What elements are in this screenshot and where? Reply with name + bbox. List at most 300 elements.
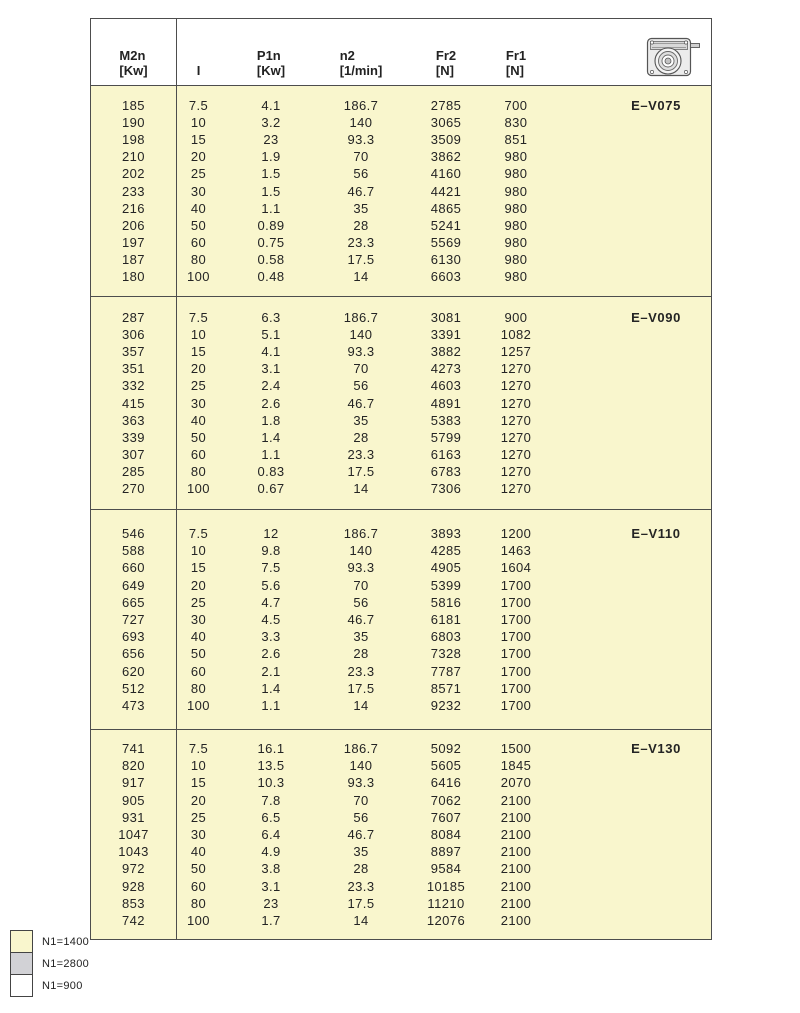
col-header-n2-line1: n2: [339, 48, 355, 63]
table-cell: 5.6: [261, 577, 281, 593]
table-cell: 60: [190, 663, 207, 679]
table-cell: 16.1: [257, 741, 285, 757]
table-cell: 741: [122, 741, 145, 757]
table-row: [91, 877, 711, 894]
table-cell: 46.7: [347, 395, 375, 411]
table-cell: 2.6: [261, 646, 281, 662]
table-cell: 100: [187, 697, 210, 713]
table-cell: 40: [190, 629, 207, 645]
table-cell: 853: [122, 895, 145, 911]
table-cell: 4603: [430, 378, 462, 394]
table-cell: 1270: [500, 378, 532, 394]
table-cell: 198: [122, 131, 145, 147]
table-row: [91, 809, 711, 826]
table-cell: 2100: [500, 861, 532, 877]
table-cell: 4.7: [261, 594, 281, 610]
table-cell: 851: [504, 131, 528, 147]
table-row: [91, 412, 711, 429]
table-row: [91, 343, 711, 360]
table-cell: 210: [122, 149, 145, 165]
table-cell: 512: [122, 680, 145, 696]
table-cell: 5241: [430, 217, 462, 233]
table-cell: 140: [349, 326, 373, 342]
table-row: [91, 182, 711, 199]
table-cell: 980: [504, 235, 528, 251]
table-cell: 1270: [500, 447, 532, 463]
table-row: [91, 429, 711, 446]
table-cell: 23.3: [347, 878, 375, 894]
legend-swatch-white: [10, 974, 33, 997]
table-cell: 473: [122, 697, 145, 713]
table-cell: 46.7: [347, 612, 375, 627]
table-cell: 5605: [430, 758, 462, 774]
table-row: [91, 463, 711, 480]
table-row: [91, 251, 711, 268]
table-cell: 40: [190, 412, 207, 428]
legend-label: N1=2800: [42, 957, 90, 970]
table-cell: 9232: [430, 697, 462, 713]
table-cell: 1700: [500, 629, 532, 645]
table-cell: 363: [122, 412, 145, 428]
table-cell: 14: [353, 269, 369, 285]
table-header-row: [91, 19, 711, 86]
table-cell: 20: [190, 792, 207, 808]
col-header-m2n-line1: M2n: [119, 48, 146, 63]
table-cell: 8571: [430, 680, 462, 696]
table-cell: 980: [504, 200, 528, 216]
table-cell: 5569: [430, 235, 462, 251]
table-cell: 11210: [427, 895, 465, 911]
table-row: [91, 792, 711, 809]
table-cell: 28: [353, 861, 369, 877]
table-cell: 140: [349, 114, 373, 130]
table-row: [91, 446, 711, 463]
table-cell: 20: [190, 149, 207, 165]
table-cell: 50: [190, 217, 207, 233]
table-cell: 7.5: [188, 526, 209, 542]
table-cell: 23.3: [347, 663, 375, 679]
table-cell: 2070: [500, 775, 532, 791]
legend-label: N1=1400: [42, 935, 90, 948]
table-row: [91, 912, 711, 929]
table-row: [91, 360, 711, 377]
table-cell: 46.7: [347, 827, 375, 842]
table-cell: 1.5: [261, 166, 281, 182]
column-divider-line: [176, 19, 177, 939]
table-cell: 4865: [430, 200, 462, 216]
table-cell: 5.1: [261, 326, 281, 342]
table-cell: 23: [263, 895, 279, 911]
table-cell: 10.3: [257, 775, 285, 791]
col-header-n2-line2: [1/min]: [339, 63, 383, 78]
table-cell: 186.7: [343, 741, 379, 757]
table-cell: 1.1: [261, 447, 281, 463]
table-cell: 206: [122, 217, 145, 233]
table-cell: 307: [122, 447, 145, 463]
table-cell: 2100: [500, 878, 532, 894]
table-cell: 25: [190, 809, 207, 825]
col-header-ratio-line1: I: [196, 63, 201, 78]
table-cell: 357: [122, 343, 145, 359]
table-cell: 70: [353, 577, 369, 593]
table-cell: 2100: [500, 895, 532, 911]
table-cell: 980: [504, 183, 528, 199]
col-header-p1n-line1: P1n: [256, 48, 281, 63]
table-cell: 1604: [500, 560, 532, 576]
table-cell: 415: [122, 395, 145, 411]
table-cell: 14: [353, 697, 369, 713]
table-cell: 20: [190, 577, 207, 593]
table-cell: 4285: [430, 543, 462, 559]
table-cell: 742: [122, 912, 145, 928]
table-row: [91, 308, 711, 325]
table-cell: 7328: [430, 646, 462, 662]
table-row: [91, 594, 711, 611]
table-cell: 6.4: [261, 827, 281, 842]
col-header-fr2: [401, 48, 491, 85]
table-cell: 40: [190, 200, 207, 216]
table-row: [91, 774, 711, 791]
table-cell: 1257: [500, 343, 532, 359]
legend-swatch-yellow: [10, 930, 33, 953]
table-cell: 2100: [500, 827, 532, 842]
table-cell: 6416: [430, 775, 462, 791]
table-row: [91, 843, 711, 860]
table-cell: 1.7: [261, 912, 281, 928]
table-cell: 900: [504, 309, 528, 325]
table-cell: 17.5: [347, 464, 375, 480]
table-cell: 3882: [430, 343, 462, 359]
table-cell: 1.4: [261, 429, 281, 445]
table-cell: 1200: [500, 526, 532, 542]
table-cell: 13.5: [257, 758, 285, 774]
table-cell: 588: [122, 543, 145, 559]
table-cell: 80: [190, 464, 207, 480]
table-cell: 306: [122, 326, 145, 342]
table-group-ev130: [91, 729, 711, 939]
table-cell: 25: [190, 166, 207, 182]
table-cell: 7607: [430, 809, 462, 825]
table-cell: 3862: [430, 149, 462, 165]
legend-item-n1-2800: [10, 952, 89, 975]
table-cell: 28: [353, 429, 369, 445]
table-cell: 2.4: [261, 378, 281, 394]
table-cell: 56: [353, 166, 369, 182]
table-row: [91, 757, 711, 774]
table-cell: 1845: [500, 758, 532, 774]
table-cell: 15: [190, 131, 207, 147]
table-cell: 186.7: [343, 97, 379, 113]
table-cell: 14: [353, 481, 369, 497]
table-cell: 1700: [500, 594, 532, 610]
table-cell: 10: [190, 114, 207, 130]
table-cell: 1270: [500, 395, 532, 411]
model-label: E–V130: [631, 741, 681, 757]
table-cell: 12076: [426, 912, 466, 928]
table-cell: 1.8: [261, 412, 281, 428]
table-cell: 2100: [500, 912, 532, 928]
legend-label: N1=900: [42, 979, 83, 992]
table-row: [91, 96, 711, 113]
table-cell: 12: [263, 526, 279, 542]
table-cell: 1500: [500, 741, 532, 757]
table-cell: 0.75: [257, 235, 285, 251]
table-group-ev110: [91, 509, 711, 729]
table-cell: 35: [353, 844, 369, 860]
table-group-ev075: [91, 86, 711, 296]
table-cell: 93.3: [347, 775, 375, 791]
table-cell: 25: [190, 378, 207, 394]
table-cell: 35: [353, 200, 369, 216]
table-cell: 4421: [430, 183, 462, 199]
table-cell: 3509: [430, 131, 462, 147]
table-cell: 9.8: [261, 543, 281, 559]
table-cell: 17.5: [347, 252, 375, 268]
table-cell: 10: [190, 543, 207, 559]
table-cell: 6130: [430, 252, 462, 268]
table-cell: 972: [122, 861, 145, 877]
table-row: [91, 217, 711, 234]
table-cell: 186.7: [343, 309, 379, 325]
table-cell: 656: [122, 646, 145, 662]
table-cell: 40: [190, 844, 207, 860]
table-cell: 351: [122, 361, 145, 377]
table-cell: 287: [122, 309, 145, 325]
table-cell: 60: [190, 235, 207, 251]
table-row: [91, 740, 711, 757]
table-cell: 10: [190, 326, 207, 342]
table-cell: 7787: [430, 663, 462, 679]
table-cell: 2.6: [261, 395, 281, 411]
table-row: [91, 234, 711, 251]
table-cell: 23: [263, 131, 279, 147]
table-cell: 0.58: [257, 252, 285, 268]
table-cell: 60: [190, 878, 207, 894]
table-cell: 1270: [500, 361, 532, 377]
table-cell: 6.3: [261, 309, 281, 325]
table-cell: 5816: [430, 594, 462, 610]
table-cell: 1700: [500, 646, 532, 662]
table-cell: 93.3: [347, 131, 375, 147]
table-cell: 3081: [430, 309, 462, 325]
table-cell: 8084: [430, 827, 462, 842]
table-cell: 2100: [500, 844, 532, 860]
table-cell: 1.1: [261, 697, 281, 713]
col-header-m2n-line2: [Kw]: [119, 63, 148, 78]
table-cell: 332: [122, 378, 145, 394]
table-cell: 1.1: [261, 200, 281, 216]
table-cell: 339: [122, 429, 145, 445]
table-cell: 30: [190, 612, 207, 627]
table-cell: 3.8: [261, 861, 281, 877]
table-cell: 905: [122, 792, 145, 808]
table-cell: 620: [122, 663, 145, 679]
table-cell: 187: [122, 252, 145, 268]
model-label: E–V110: [631, 526, 681, 542]
table-row: [91, 200, 711, 217]
table-cell: 0.48: [257, 269, 285, 285]
table-row: [91, 326, 711, 343]
table-cell: 270: [122, 481, 145, 497]
table-cell: 15: [190, 560, 207, 576]
table-cell: 7062: [430, 792, 462, 808]
table-row: [91, 114, 711, 131]
table-row: [91, 662, 711, 679]
table-row: [91, 542, 711, 559]
table-cell: 28: [353, 217, 369, 233]
table-cell: 4.1: [261, 97, 281, 113]
table-cell: 80: [190, 252, 207, 268]
table-row: [91, 559, 711, 576]
table-cell: 3065: [430, 114, 462, 130]
model-label: E–V075: [631, 97, 681, 113]
table-cell: 28: [353, 646, 369, 662]
table-cell: 7.5: [188, 741, 209, 757]
table-cell: 3.1: [261, 878, 281, 894]
table-row: [91, 268, 711, 285]
table-cell: 140: [349, 758, 373, 774]
table-cell: 56: [353, 594, 369, 610]
col-header-fr1: [491, 48, 541, 85]
table-cell: 700: [504, 97, 528, 113]
table-cell: 17.5: [347, 680, 375, 696]
table-cell: 50: [190, 429, 207, 445]
table-cell: 1700: [500, 697, 532, 713]
table-cell: 1.4: [261, 680, 281, 696]
table-cell: 1270: [500, 464, 532, 480]
table-cell: 216: [122, 200, 145, 216]
table-cell: 3391: [430, 326, 462, 342]
table-cell: 10185: [426, 878, 466, 894]
table-cell: 7306: [430, 481, 462, 497]
table-cell: 928: [122, 878, 145, 894]
table-cell: 30: [190, 395, 207, 411]
table-cell: 693: [122, 629, 145, 645]
col-header-ratio: [176, 63, 221, 85]
table-cell: 1082: [500, 326, 532, 342]
table-cell: 50: [190, 646, 207, 662]
table-row: [91, 148, 711, 165]
table-cell: 25: [190, 594, 207, 610]
table-cell: 917: [122, 775, 145, 791]
table-cell: 546: [122, 526, 145, 542]
table-cell: 7.5: [188, 309, 209, 325]
table-cell: 70: [353, 361, 369, 377]
table-cell: 6783: [430, 464, 462, 480]
table-cell: 5092: [430, 741, 462, 757]
table-cell: 56: [353, 378, 369, 394]
table-cell: 50: [190, 861, 207, 877]
table-cell: 100: [187, 912, 210, 928]
table-cell: 8897: [430, 844, 462, 860]
table-cell: 660: [122, 560, 145, 576]
table-cell: 980: [504, 149, 528, 165]
table-cell: 190: [122, 114, 145, 130]
table-body: [91, 86, 711, 939]
table-cell: 180: [122, 269, 145, 285]
worm-gearbox-icon: [645, 34, 701, 78]
table-cell: 1.5: [261, 183, 281, 199]
table-cell: 980: [504, 166, 528, 182]
col-header-m2n: [91, 48, 176, 85]
table-cell: 2100: [500, 792, 532, 808]
col-header-n2: [321, 48, 401, 85]
table-cell: 665: [122, 594, 145, 610]
table-cell: 30: [190, 827, 207, 842]
table-cell: 6803: [430, 629, 462, 645]
table-cell: 4891: [430, 395, 462, 411]
table-cell: 15: [190, 343, 207, 359]
table-cell: 10: [190, 758, 207, 774]
table-cell: 7.8: [261, 792, 281, 808]
legend-item-n1-1400: [10, 930, 89, 953]
table-cell: 6163: [430, 447, 462, 463]
table-cell: 4273: [430, 361, 462, 377]
table-cell: 6181: [430, 612, 462, 627]
table-cell: 1270: [500, 429, 532, 445]
table-cell: 4.9: [261, 844, 281, 860]
table-cell: 30: [190, 183, 207, 199]
table-cell: 35: [353, 412, 369, 428]
table-cell: 980: [504, 269, 528, 285]
col-header-fr1-line2: [N]: [505, 63, 524, 78]
table-cell: 1.9: [261, 149, 281, 165]
table-cell: 197: [122, 235, 145, 251]
table-cell: 7.5: [261, 560, 281, 576]
table-cell: 830: [504, 114, 528, 130]
table-row: [91, 628, 711, 645]
table-cell: 1700: [500, 680, 532, 696]
table-cell: 1463: [500, 543, 532, 559]
table-cell: 23.3: [347, 235, 375, 251]
table-cell: 6603: [430, 269, 462, 285]
table-cell: 35: [353, 629, 369, 645]
table-cell: 0.67: [257, 481, 285, 497]
table-cell: 100: [187, 269, 210, 285]
header-icon-cell: [541, 34, 711, 85]
table-row: [91, 860, 711, 877]
table-cell: 5799: [430, 429, 462, 445]
table-cell: 20: [190, 361, 207, 377]
table-cell: 202: [122, 166, 145, 182]
table-row: [91, 377, 711, 394]
col-header-fr2-line2: [N]: [435, 63, 454, 78]
table-cell: 4.5: [261, 612, 281, 627]
table-cell: 2.1: [261, 663, 281, 679]
table-cell: 5399: [430, 577, 462, 593]
table-cell: 1270: [500, 481, 532, 497]
table-row: [91, 131, 711, 148]
table-cell: 1700: [500, 612, 532, 627]
table-cell: 4.1: [261, 343, 281, 359]
table-cell: 4160: [430, 166, 462, 182]
table-cell: 1270: [500, 412, 532, 428]
table-cell: 4905: [430, 560, 462, 576]
table-cell: 3893: [430, 526, 462, 542]
table-cell: 7.5: [188, 97, 209, 113]
col-header-p1n: [221, 48, 321, 85]
table-cell: 70: [353, 149, 369, 165]
table-cell: 3.2: [261, 114, 281, 130]
table-cell: 727: [122, 612, 145, 627]
table-cell: 5383: [430, 412, 462, 428]
gearbox-specs-table: [90, 18, 712, 940]
table-cell: 285: [122, 464, 145, 480]
table-row: [91, 645, 711, 662]
col-header-fr1-line1: Fr1: [505, 48, 527, 63]
table-cell: 15: [190, 775, 207, 791]
table-cell: 185: [122, 97, 145, 113]
